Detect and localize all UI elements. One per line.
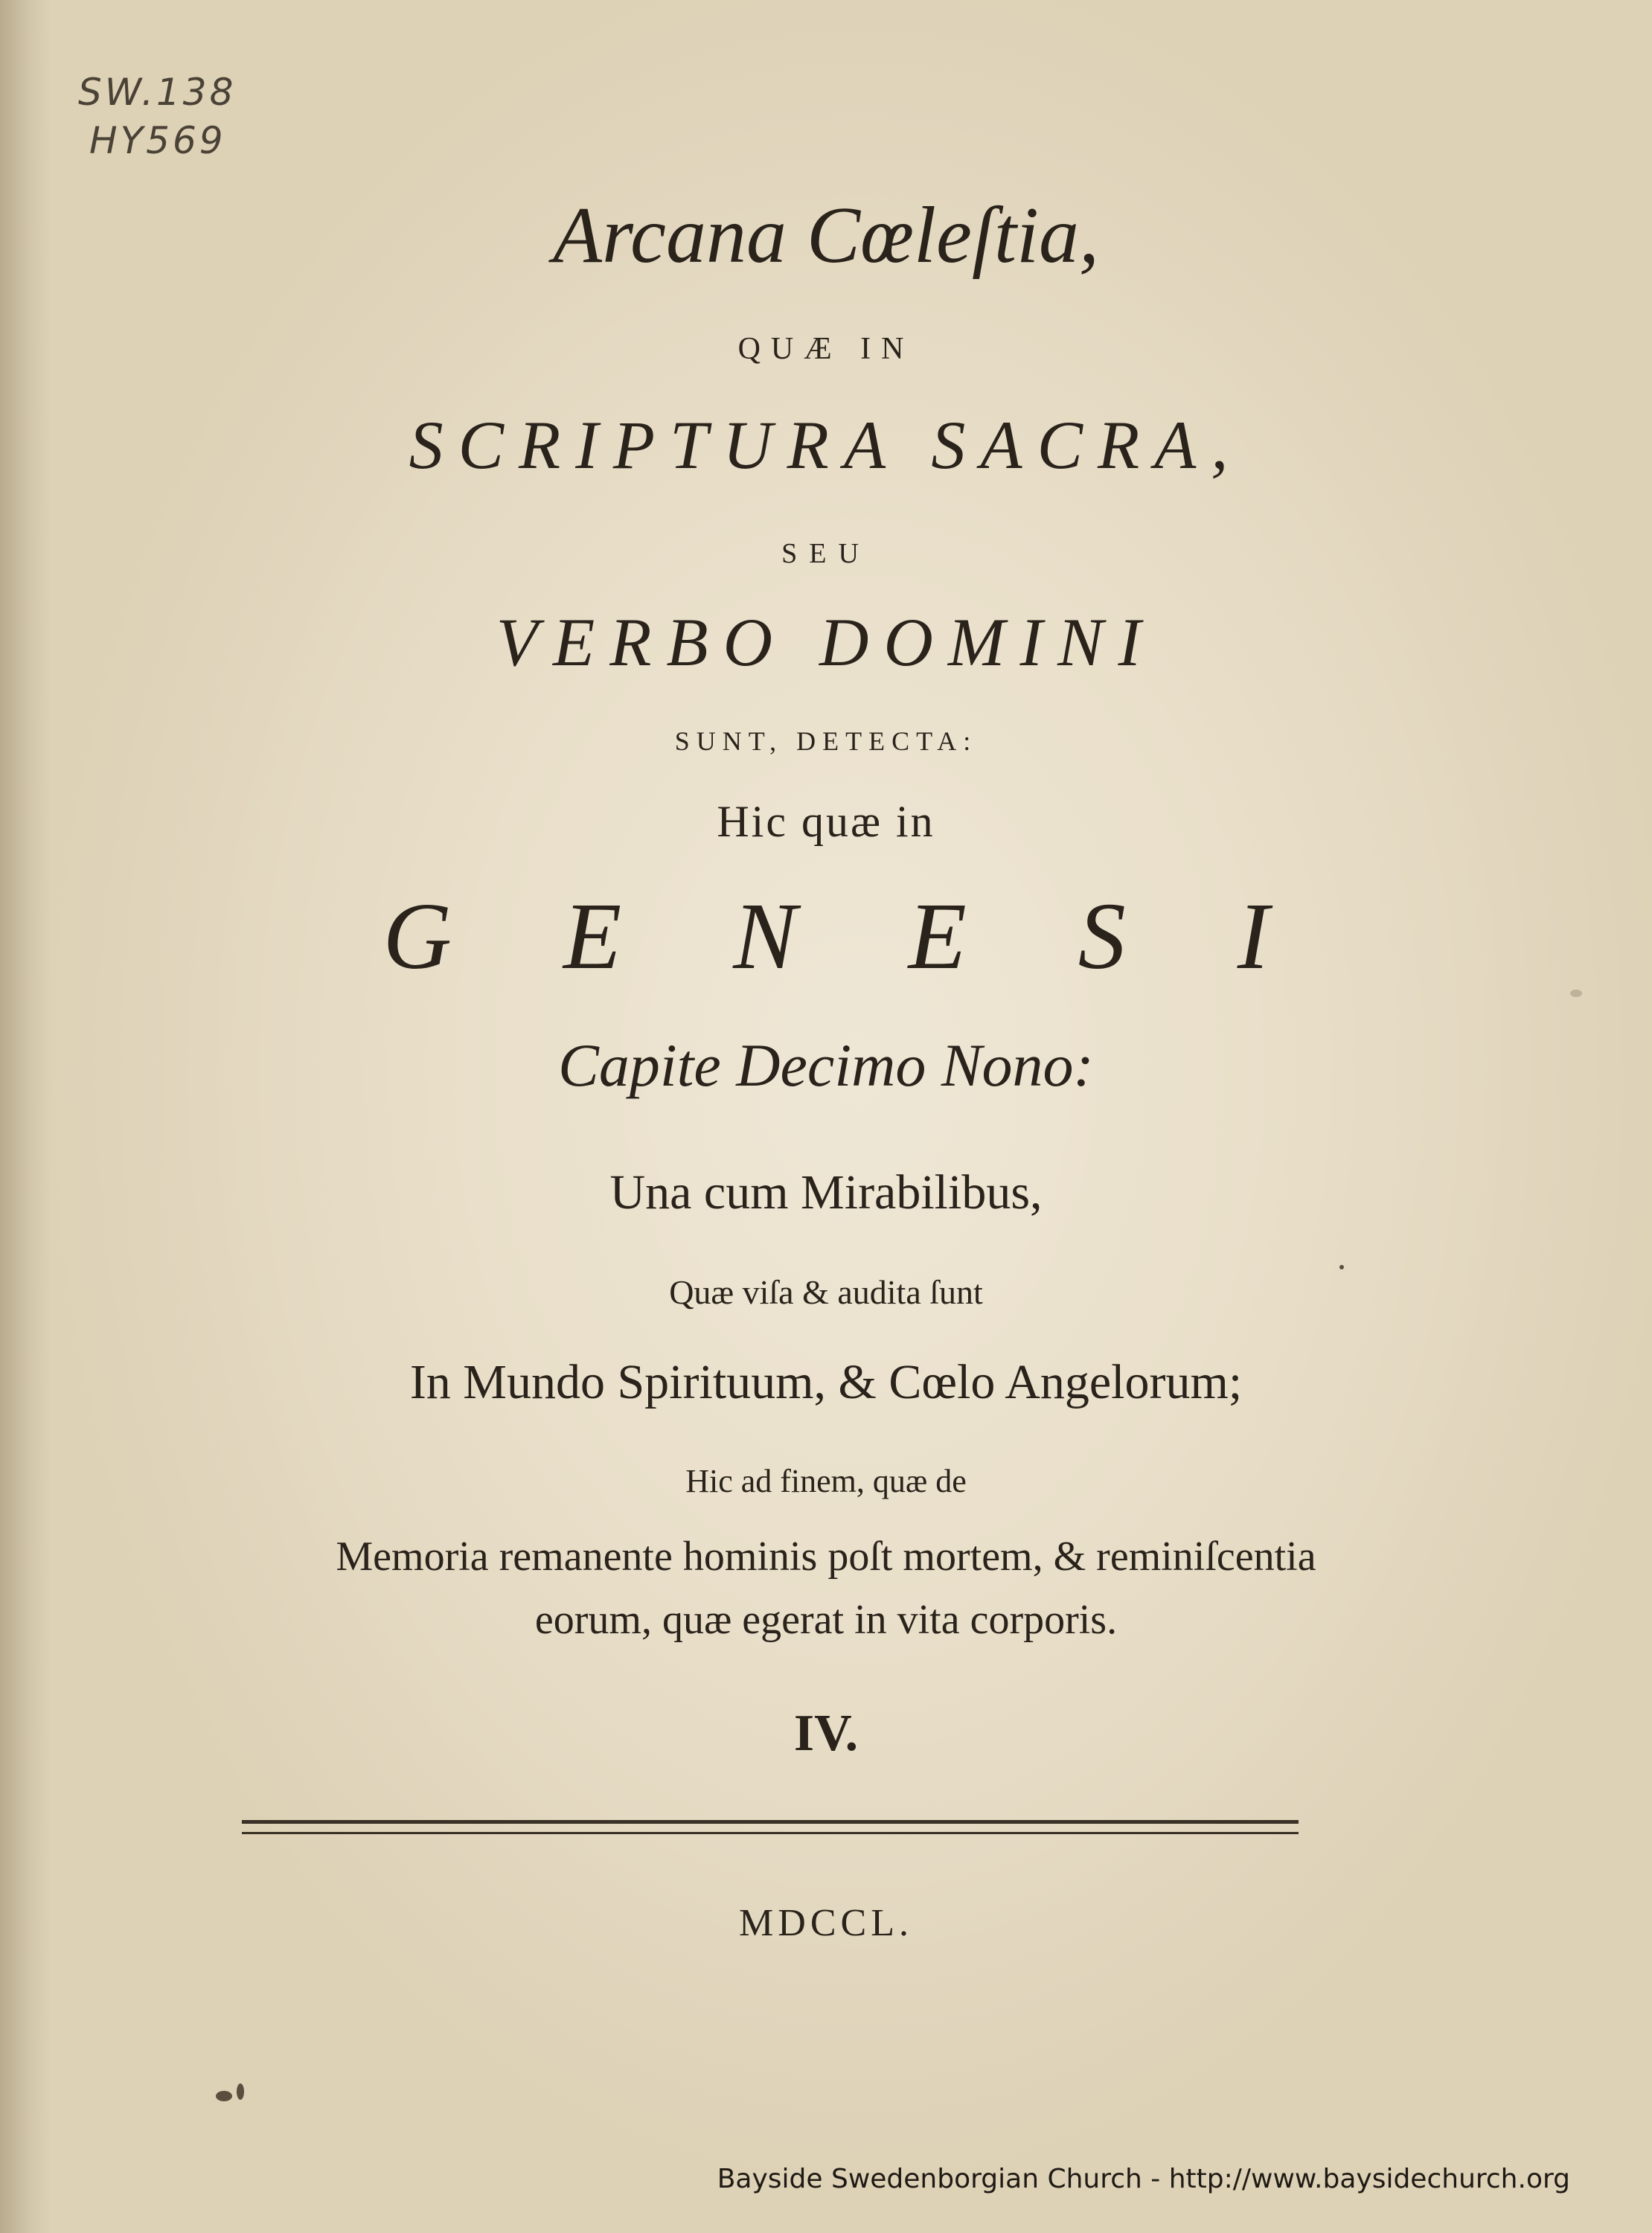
subtitle-scriptura-sacra: SCRIPTURA SACRA, [409, 407, 1243, 483]
title-arcana-coelestia: Arcana Cœleſtia, [553, 191, 1099, 280]
subtitle-quae-visa: Quæ viſa & audita ſunt [669, 1273, 983, 1311]
subtitle-memoria-line-2: eorum, quæ egerat in vita corporis. [534, 1597, 1118, 1643]
subtitle-in-mundo-spirituum: In Mundo Spirituum, & Cœlo Angelorum; [409, 1355, 1243, 1409]
subtitle-quae-in: QUÆ IN [737, 332, 915, 366]
double-rule-bottom [242, 1832, 1299, 1834]
paper-speck [1339, 1265, 1344, 1269]
paper-speck [1570, 990, 1582, 997]
watermark-credit: Bayside Swedenborgian Church - http://www.baysidechurch.org [717, 2164, 1570, 2194]
volume-number: IV. [793, 1705, 859, 1762]
double-rule-top [242, 1820, 1299, 1824]
imprint-year: MDCCL. [739, 1902, 913, 1944]
subtitle-memoria-line-1: Memoria remanente hominis poſt mortem, & reminiſcentia [336, 1534, 1316, 1580]
subtitle-una-cum-mirabilibus: Una cum Mirabilibus, [609, 1165, 1043, 1220]
subtitle-sunt-detecta: SUNT, DETECTA: [674, 726, 978, 756]
subtitle-hic-quae-in: Hic quæ in [717, 797, 935, 846]
shelfmark-handwritten-2: HY569 [89, 119, 226, 162]
subtitle-verbo-domini: VERBO DOMINI [496, 604, 1156, 680]
subtitle-seu: SEU [781, 538, 871, 569]
shelfmark-handwritten-1: SW.138 [78, 71, 237, 114]
subtitle-capite-decimo-nono: Capite Decimo Nono: [558, 1031, 1094, 1099]
title-genesi: GENESI [382, 883, 1381, 989]
ink-blemish [237, 2083, 244, 2100]
subtitle-hic-ad-finem: Hic ad finem, quæ de [685, 1463, 967, 1499]
ink-blemish [216, 2091, 232, 2101]
